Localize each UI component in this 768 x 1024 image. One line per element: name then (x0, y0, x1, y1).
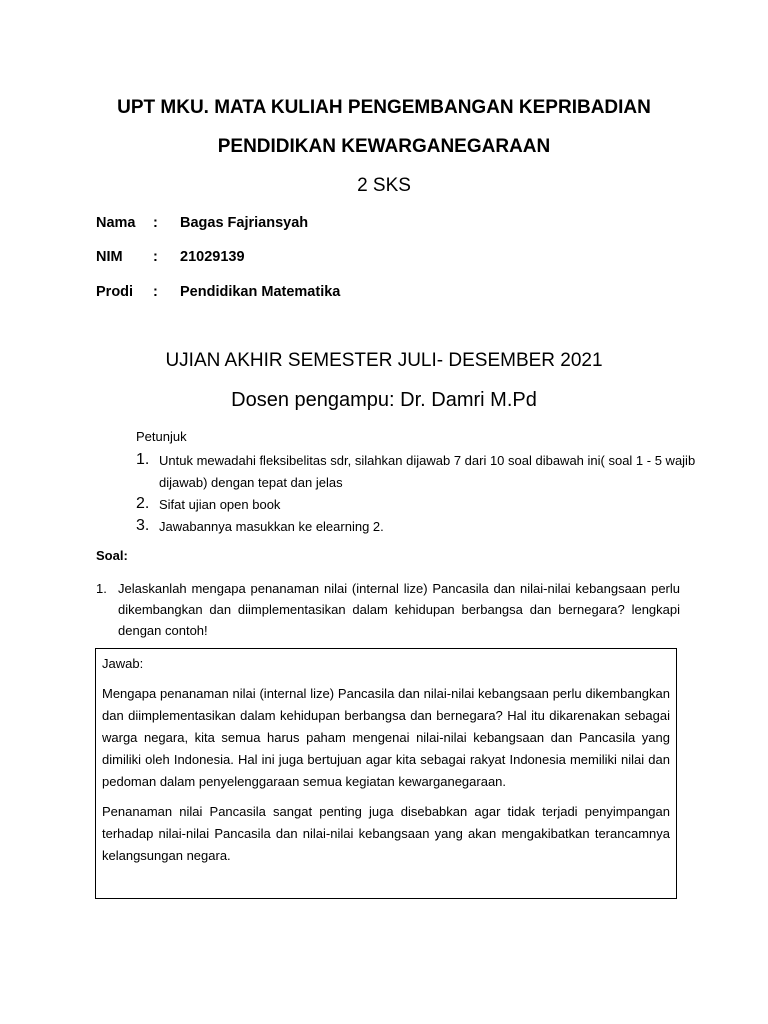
student-nim-label: NIM (96, 249, 123, 265)
question-text: Jelaskanlah mengapa penanaman nilai (internal lize) Pancasila dan nilai-nilai kebangsaan perlu dikembangkan dan diimplementasikan dalam kehidupan berbangsa dan bernegara? lengkapi dengan contoh! (118, 581, 680, 638)
student-nim-colon: : (153, 249, 158, 265)
header-title-line2: PENDIDIKAN KEWARGANEGARAAN (217, 136, 551, 157)
student-prodi-colon: : (153, 284, 158, 300)
student-prodi-label: Prodi (96, 284, 134, 300)
student-name-label: Nama (96, 215, 136, 231)
instruction-number: 3. (136, 517, 150, 534)
instructions-label: Petunjuk (136, 429, 187, 444)
instruction-number: 1. (136, 451, 150, 468)
instruction-text: Sifat ujian open book (159, 497, 281, 512)
question-number: 1. (96, 581, 107, 596)
answer-paragraph: Penanaman nilai Pancasila sangat penting juga disebabkan agar tidak terjadi penyimpangan terhadap nilai-nilai Pancasila dan nilai-nilai kebangsaan yang akan mengakibatkan terancamnya kelangsungan negara. (102, 804, 670, 863)
answer-label: Jawab: (102, 656, 144, 671)
instruction-text: Jawabannya masukkan ke elearning 2. (159, 519, 384, 534)
lecturer-line: Dosen pengampu: Dr. Damri M.Pd (231, 389, 537, 411)
questions-label: Soal: (96, 548, 128, 563)
student-prodi-value: Pendidikan Matematika (180, 284, 341, 300)
student-name-value: Bagas Fajriansyah (180, 215, 309, 231)
answer-paragraph: Mengapa penanaman nilai (internal lize) Pancasila dan nilai-nilai kebangsaan perlu dikembangkan dan diimplementasikan dalam kehidupan berbangsa dan bernegara? Hal itu dikarenakan sebagai warga negara, kita semua harus paham mengenai nilai-nilai kebangsaan dan Pancasila yang dimiliki oleh Indonesia. Hal ini juga bertujuan agar kita sebagai rakyat Indonesia memiliki nilai dan pedoman dalam penyelenggaraan semua kegiatan kewarganegaraan. (102, 686, 670, 789)
exam-title: UJIAN AKHIR SEMESTER JULI- DESEMBER 2021 (165, 350, 603, 371)
instruction-number: 2. (136, 495, 150, 512)
question-item (96, 578, 680, 641)
answer-box (95, 648, 677, 899)
header-credits: 2 SKS (357, 175, 411, 196)
student-name-colon: : (153, 215, 158, 231)
header-title-line1: UPT MKU. MATA KULIAH PENGEMBANGAN KEPRIBADIAN (117, 97, 651, 118)
student-nim-value: 21029139 (180, 249, 245, 265)
instruction-text: Untuk mewadahi fleksibelitas sdr, silahkan dijawab 7 dari 10 soal dibawah ini( soal 1 - 5 wajib dijawab) dengan tepat dan jelas (159, 453, 696, 490)
